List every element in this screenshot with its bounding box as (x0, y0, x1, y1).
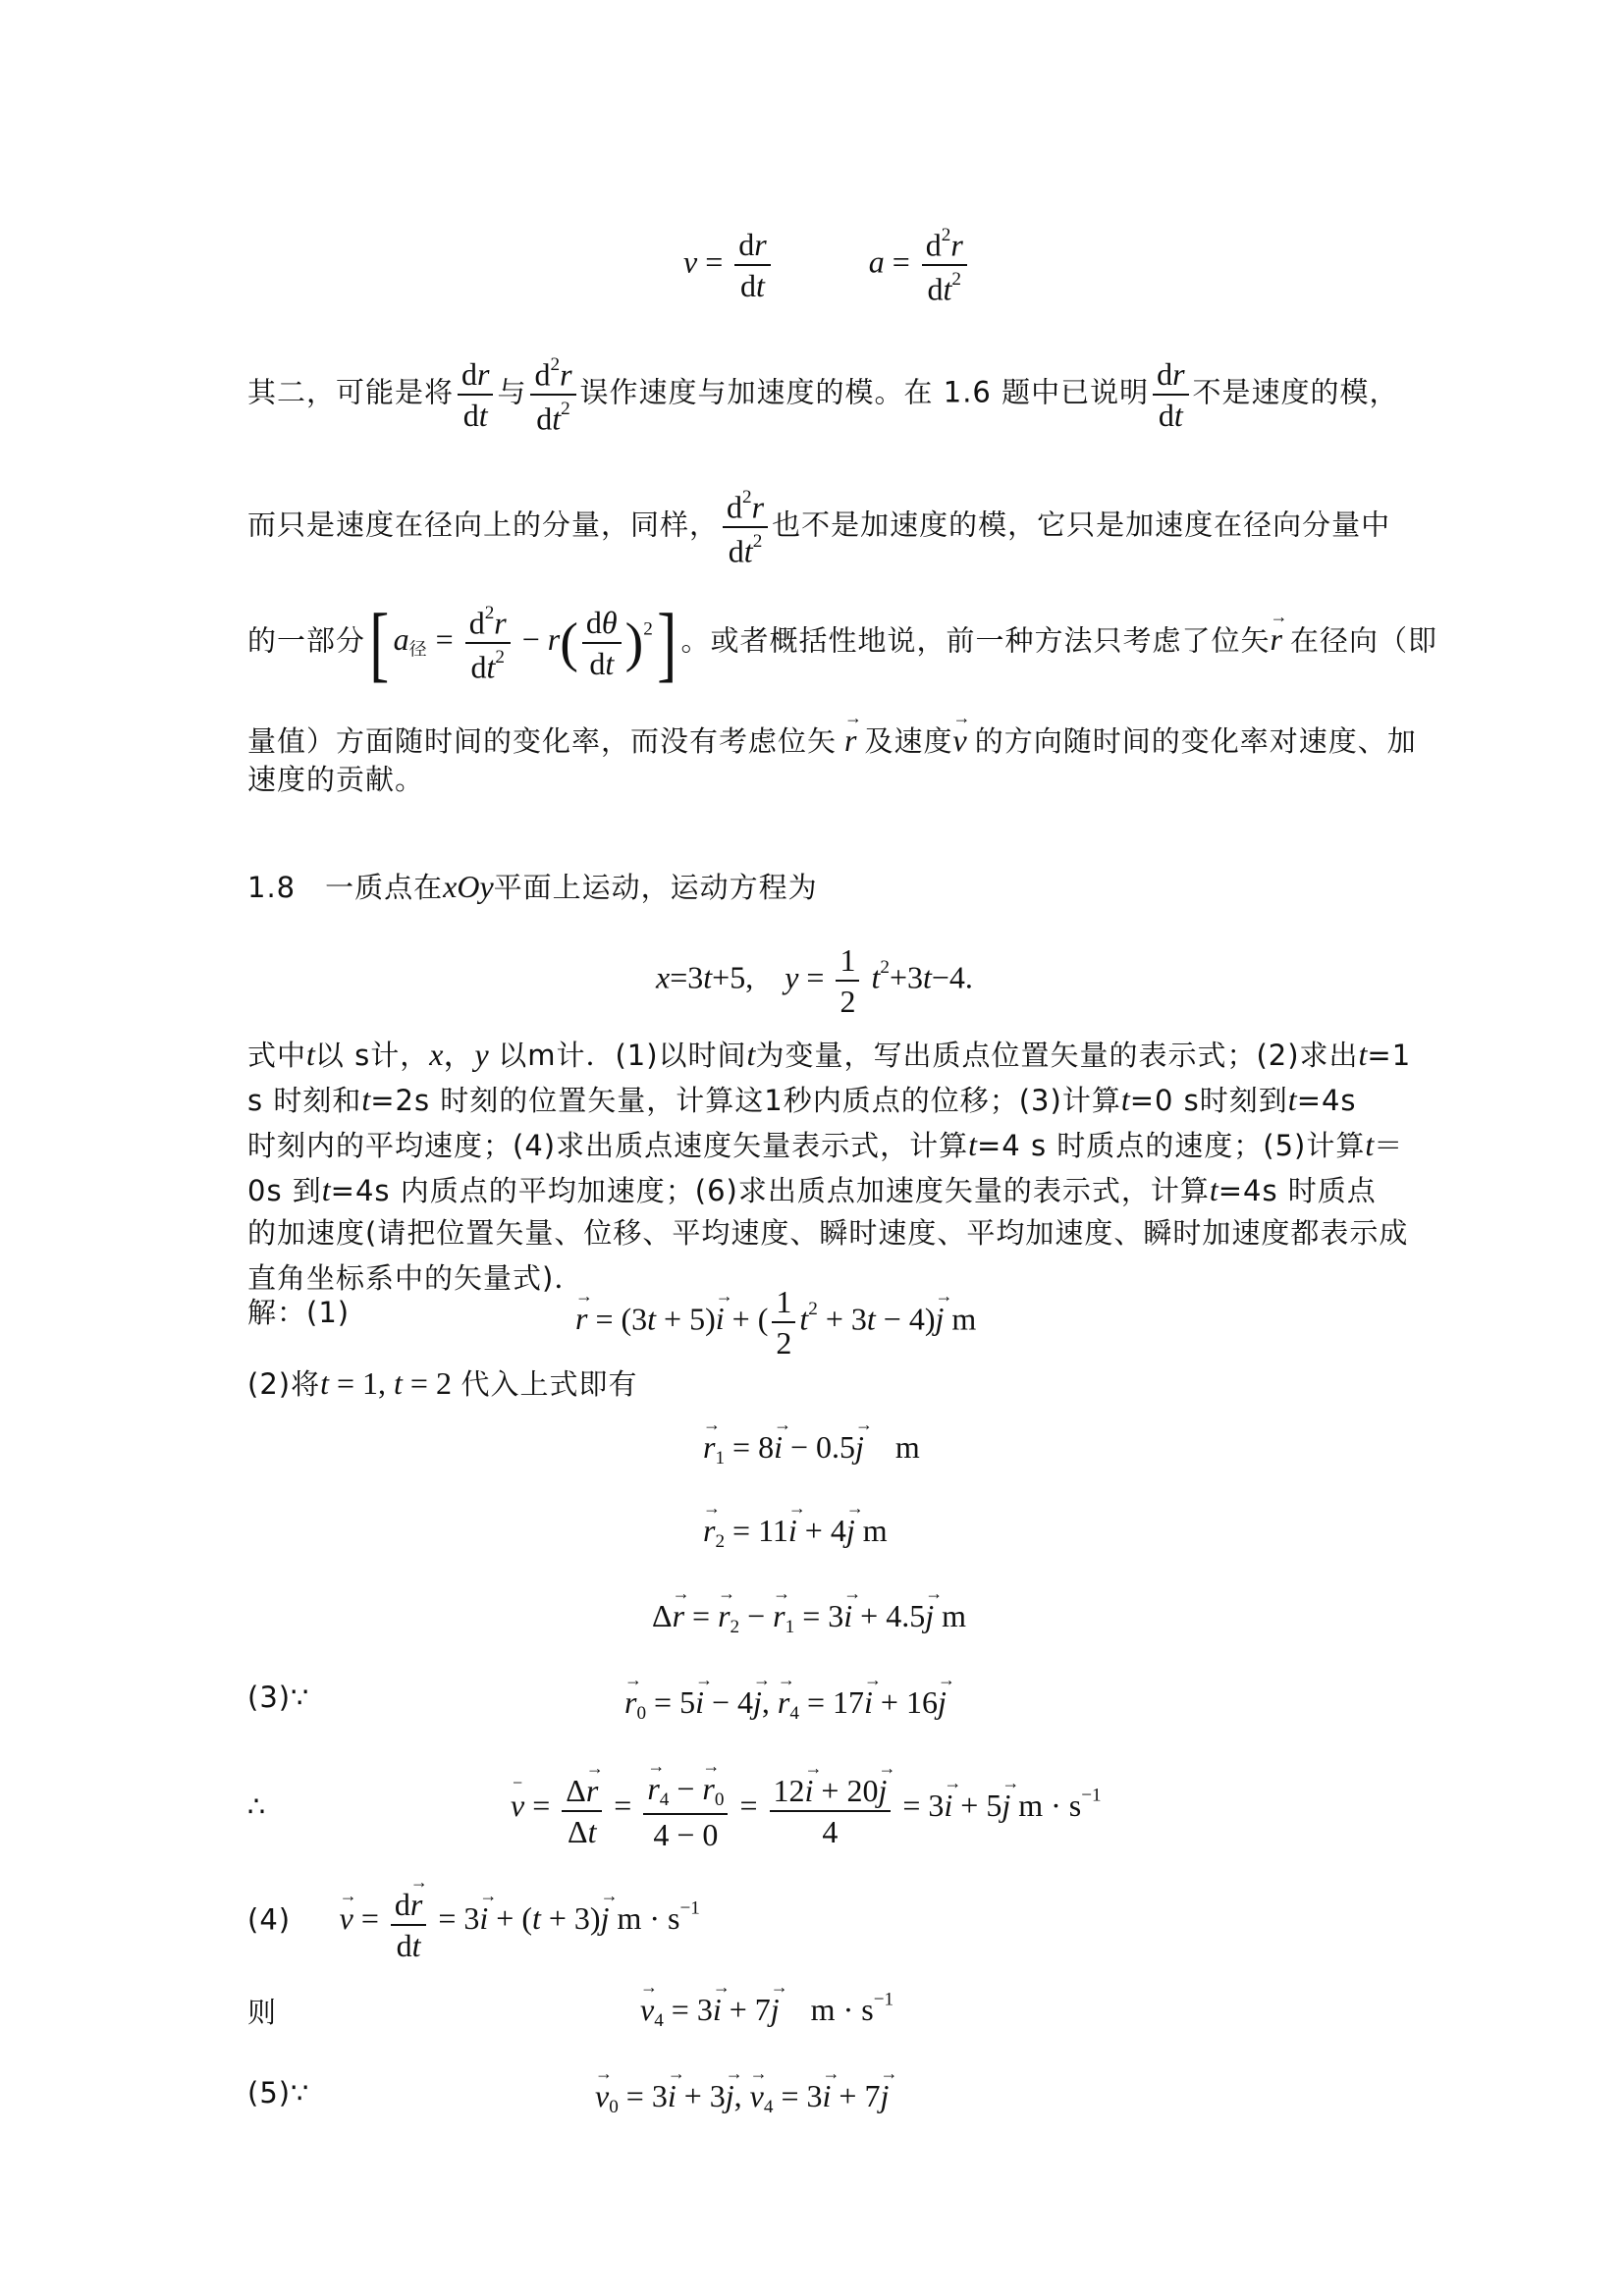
text-segment: 。或者概括性地说，前一种方法只考虑了位矢 (680, 623, 1271, 658)
problem-line-6 (247, 1261, 584, 1295)
solution-label-3: (3)∵ (247, 1681, 310, 1714)
text-segment: 误作速度与加速度的模。在 1.6 题中已说明 (579, 375, 1150, 409)
text-segment: 直角坐标系中的矢量式)． (247, 1261, 584, 1295)
r2-equation: → $r_2 = 11$ → i + 4 → j m (703, 1498, 888, 1552)
problem-line-2: s 时刻和t=2s 时刻的位置矢量，计算这1秒内质点的位移；(3)计算t=0 s时刻到t=4s (247, 1082, 1357, 1117)
text-segment: =4s (1296, 1084, 1357, 1117)
problem-line-5 (247, 1216, 1409, 1250)
text-segment: 平面上运动，运动方程为 (493, 871, 818, 904)
v0-v4-equation: → $v_0 = 3$ → i + 3 → j, → $v_4 = 3$ → i + 7 → j (595, 2063, 898, 2117)
text-segment: 1.8 一质点在 (247, 871, 444, 904)
subscript-label: 径 (408, 639, 428, 661)
text-segment: 的一部分 (247, 623, 366, 658)
text-segment: 以 s计， (314, 1039, 430, 1072)
text-segment: 以m计．(1)以时间 (498, 1039, 747, 1072)
text-segment: 与 (497, 375, 527, 409)
average-velocity-equation: − v = Δ → r Δt = → $r_4$ − → $r_0$ 4 − 0 = 12 → i + 20 → j 4 = 3 → i + 5 → j $m \cdot s^{-1}$ (511, 1756, 1102, 1852)
text-segment: 在径向（即 (1289, 623, 1437, 658)
text-segment: 的加速度(请把位置矢量、位移、平均速度、瞬时速度、平均加速度、瞬时加速度都表示成 (247, 1216, 1409, 1250)
velocity-acceleration-equation: v = $\frac{dr}{dt}$ a = $\frac{d^2r}{dt^2}$ (683, 226, 971, 305)
text-segment: =4 s 时质点的速度；(5)计算 (976, 1129, 1366, 1162)
text-segment: 而只是速度在径向上的分量，同样， (247, 507, 720, 542)
text-segment: s 时刻和 (247, 1084, 362, 1117)
paragraph-line-5 (247, 763, 425, 796)
text-segment: (2)将 (247, 1367, 321, 1401)
text-segment: 量值）方面随时间的变化率，而没有考虑位矢 (247, 724, 838, 758)
velocity-vector-line: (4) → v = d → r dt = 3 → i + (t + 3) → j $m \cdot s^{-1}$ (247, 1872, 700, 1963)
text-segment: 也不是加速度的模，它只是加速度在径向分量中 (772, 507, 1391, 542)
displacement-equation: Δ → r = → $r_2$ − → $r_1 = 3$ → i + 4.5 → j m (652, 1583, 966, 1637)
solution-label-5: (5)∵ (247, 2076, 310, 2109)
text-segment: =4s 时质点 (1218, 1174, 1377, 1207)
r0-r4-equation: → $r_0 = 5$ → i − 4 → j, → $r_4 = 17$ → i + 16 → j (624, 1670, 955, 1724)
text-segment: 不是速度的模， (1192, 375, 1399, 409)
paragraph-line-2: 而只是速度在径向上的分量，同样， $\frac{d^2r}{dt^2}$ 也不是加速度的模，它只是加速度在径向分量中 (247, 487, 1391, 569)
text-segment: 其二，可能是将 (247, 375, 455, 409)
problem-heading: 1.8 一质点在xOy平面上运动，运动方程为 (247, 869, 818, 904)
text-segment: 时刻内的平均速度；(4)求出质点速度矢量表示式，计算 (247, 1129, 969, 1162)
problem-line-1: 式中t以 s计，x，y 以m计．(1)以时间t为变量，写出质点位置矢量的表示式；(2)求出t=1 (247, 1037, 1412, 1072)
text-segment: 为变量，写出质点位置矢量的表示式；(2)求出 (755, 1039, 1359, 1072)
paragraph-line-3: 的一部分[ $a_径$ = $\frac{d^2r}{dt^2}$ − r( $\frac{d\theta}{dt}$ )$^2$] 。或者概括性地说，前一种方法只考虑了位矢 → r 在径向（即 (247, 596, 1437, 690)
v4-equation: → $v_4 = 3$ → i + 7 → j $m \cdot s^{-1}$ (640, 1977, 894, 2031)
text-segment: =1 (1367, 1039, 1412, 1072)
problem-line-3: 时刻内的平均速度；(4)求出质点速度矢量表示式，计算t=4 s 时质点的速度；(5)计算t＝ (247, 1127, 1404, 1162)
text-segment: ＝ (1374, 1129, 1404, 1162)
position-vector-equation: → r = (3t + 5) → i + ( $\frac{1}{2}$ $t^2 + 3t - 4$) → j m (575, 1284, 977, 1361)
problem-line-4: 0s 到t=4s 内质点的平均加速度；(6)求出质点加速度矢量的表示式，计算t=4s 时质点 (247, 1172, 1377, 1207)
paragraph-line-1: 其二，可能是将 $\frac{dr}{dt}$ 与 $\frac{d^2r}{dt^2}$ 误作速度与加速度的模。在 1.6 题中已说明 $\frac{dr}{dt}$ 不是速度的模， (247, 354, 1399, 437)
solution-label-1: 解：(1) (247, 1296, 351, 1329)
paragraph-line-4: 量值）方面随时间的变化率，而没有考虑位矢 → r 及速度 → v 的方向随时间的变化率对速度、加 (247, 708, 1417, 758)
solution-line-2: (2)将t = 1, t = 2 代入上式即有 (247, 1365, 638, 1401)
text-segment: 0s 到 (247, 1174, 322, 1207)
solution-label-then: 则 (247, 1996, 278, 2029)
motion-equation: x=3t+5, y = $\frac{1}{2}$ $t^2+3t-4$. (656, 942, 973, 1019)
solution-label-therefore: ∴ (247, 1789, 267, 1823)
text-segment: 及速度 (864, 724, 953, 758)
text-segment: 式中 (247, 1039, 307, 1072)
solution-label-4: (4) (247, 1902, 292, 1937)
text-segment: 速度的贡献。 (247, 763, 425, 796)
text-segment: =2s 时刻的位置矢量，计算这1秒内质点的位移；(3)计算 (370, 1084, 1121, 1117)
text-segment: 代入上式即有 (460, 1367, 638, 1401)
r1-equation: → $r_1 = 8$ → i − 0.5 → j m (703, 1415, 920, 1468)
text-segment: =0 s时刻到 (1129, 1084, 1288, 1117)
text-segment: =4s 内质点的平均加速度；(6)求出质点加速度矢量的表示式，计算 (330, 1174, 1210, 1207)
text-segment: 的方向随时间的变化率对速度、加 (974, 724, 1417, 758)
